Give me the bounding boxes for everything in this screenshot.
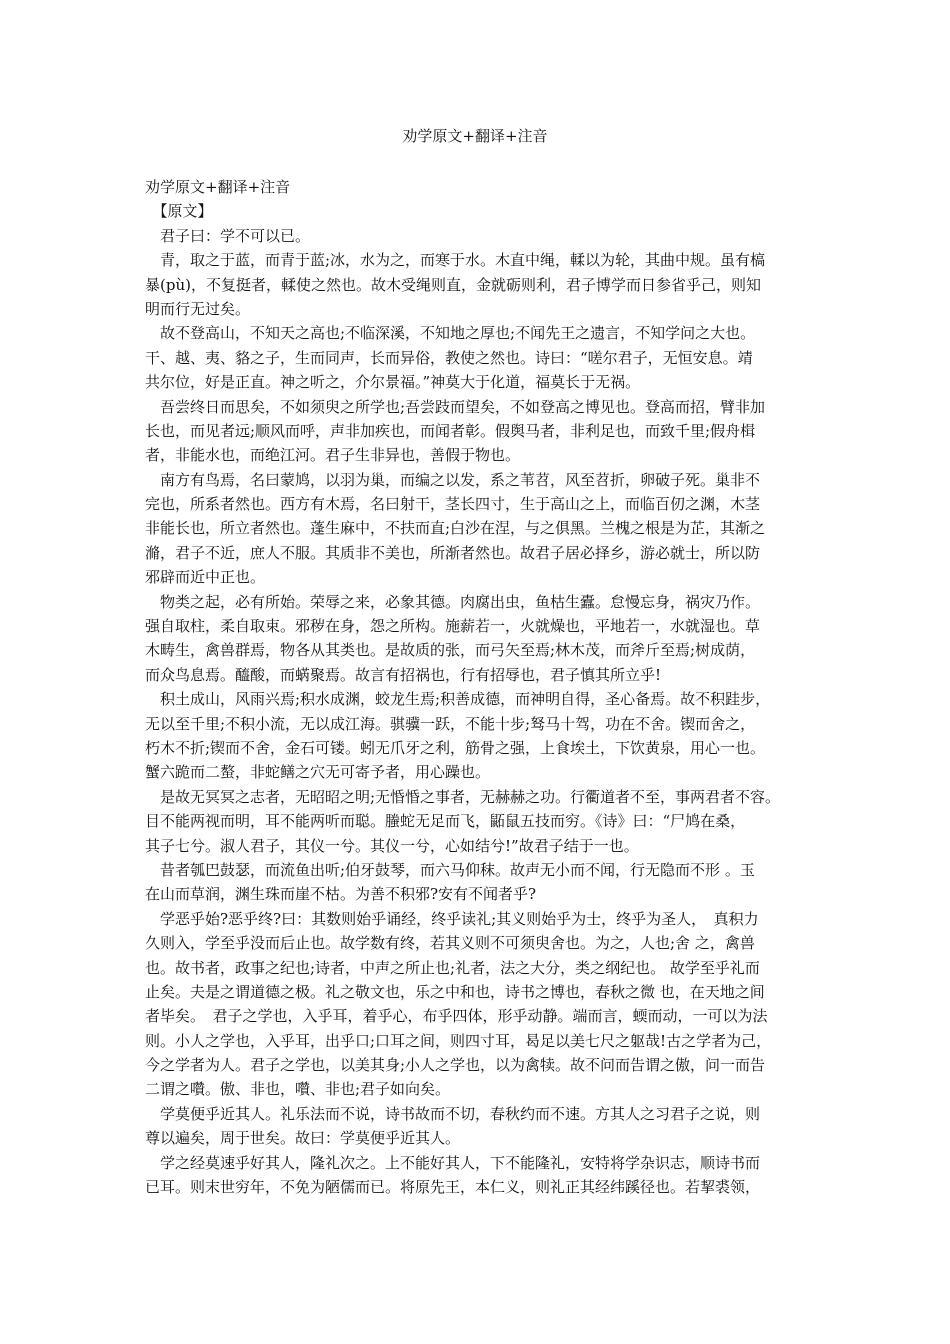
text-line: 者，非能水也，而绝江河。君子生非异也，善假于物也。 — [145, 446, 521, 465]
text-line: 非能长也，所立者然也。蓬生麻中，不扶而直;白沙在涅，与之俱黑。兰槐之根是为芷，其渐之 — [145, 519, 766, 538]
text-line: 完也，所系者然也。西方有木焉，名曰射干，茎长四寸，生于高山之上，而临百仞之渊，木茎 — [145, 495, 761, 514]
text-line: 强自取柱，柔自取束。邪秽在身，怨之所构。施薪若一，火就燥也，平地若一，水就湿也。草 — [145, 617, 761, 636]
text-line: 吾尝终日而思矣，不如须臾之所学也;吾尝跂而望矣，不如登高之博见也。登高而招，臂非加 — [145, 397, 766, 416]
text-line: 滫，君子不近，庶人不服。其质非不美也，所渐者然也。故君子居必择乡，游必就士，所以防 — [145, 543, 761, 562]
text-line: 青，取之于蓝，而青于蓝;冰，水为之，而寒于水。木直中绳，輮以为轮，其曲中规。虽有槁 — [145, 251, 766, 270]
text-line: 是故无冥冥之志者，无昭昭之明;无惛惛之事者，无赫赫之功。行衢道者不至，事两君者不容。 — [145, 787, 781, 806]
text-line: 木畴生，禽兽群焉，物各从其类也。是故质的张，而弓矢至焉;林木茂，而斧斤至焉;树成荫， — [145, 641, 756, 660]
text-line: 干、越、夷、貉之子，生而同声，长而异俗，教使之然也。诗曰：“嗟尔君子，无恒安息。靖 — [145, 348, 753, 367]
text-line: 也。故书者，政事之纪也;诗者，中声之所止也;礼者，法之大分，类之纲纪也。 故学至乎礼而 — [145, 958, 760, 977]
text-line: 明而行无过矣。 — [145, 299, 251, 318]
text-line: 学之经莫速乎好其人，隆礼次之。上不能好其人，下不能隆礼，安特将学杂识志，顺诗书而 — [145, 1153, 761, 1172]
text-line: 学莫便乎近其人。礼乐法而不说，诗书故而不切，春秋约而不速。方其人之习君子之说，则 — [145, 1104, 761, 1123]
text-line: 物类之起，必有所始。荣辱之来，必象其德。肉腐出虫，鱼枯生蠹。怠慢忘身，祸灾乃作。 — [145, 592, 761, 611]
text-line: 故不登高山，不知天之高也;不临深溪，不知地之厚也;不闻先王之遗言，不知学问之大也。 — [145, 324, 756, 343]
text-line: 二谓之囋。傲、非也，囋、非也;君子如向矣。 — [145, 1080, 451, 1099]
text-line: 南方有鸟焉，名曰蒙鸠，以羽为巢，而编之以发，系之苇苕，风至苕折，卵破子死。巢非不 — [145, 470, 761, 489]
text-line: 则。小人之学也，入乎耳，出乎口;口耳之间，则四寸耳，曷足以美七尺之躯哉!古之学者为己， — [145, 1031, 772, 1050]
text-line: 者毕矣。 君子之学也，入乎耳，着乎心，布乎四体，形乎动静。端而言，蝡而动，一可以为法 — [145, 1007, 768, 1026]
text-line: 在山而草润，渊生珠而崖不枯。为善不积邪?安有不闻者乎? — [145, 885, 537, 904]
text-line: 朽木不折;锲而不舍，金石可镂。蚓无爪牙之利，筋骨之强，上食埃土，下饮黄泉，用心一也。 — [145, 738, 766, 757]
text-line: 君子曰：学不可以已。 — [145, 226, 311, 245]
text-line: 长也，而见者远;顺风而呼，声非加疾也，而闻者彰。假舆马者，非利足也，而致千里;假舟楫 — [145, 421, 756, 440]
text-line: 其子七兮。淑人君子，其仪一兮。其仪一兮，心如结兮!”故君子结于一也。 — [145, 836, 639, 855]
text-line: 【原文】 — [145, 202, 213, 221]
text-line: 学恶乎始?恶乎终?曰：其数则始乎诵经，终乎读礼;其义则始乎为士，终乎为圣人， 真积力 — [145, 909, 759, 928]
document-body — [145, 175, 813, 1199]
text-line: 昔者瓠巴鼓瑟，而流鱼出听;伯牙鼓琴，而六马仰秣。故声无小而不闻，行无隐而不形 。玉 — [145, 860, 755, 879]
text-line: 积土成山，风雨兴焉;积水成渊，蛟龙生焉;积善成德，而神明自得，圣心备焉。故不积跬步， — [145, 690, 771, 709]
text-line: 止矣。夫是之谓道德之极。礼之敬文也，乐之中和也，诗书之博也，春秋之微 也，在天地之间 — [145, 982, 765, 1001]
text-line: 目不能两视而明，耳不能两听而聪。螣蛇无足而飞，鼫鼠五技而穷。《诗》曰：“尸鸠在桑， — [145, 812, 746, 831]
text-line: 尊以遍矣，周于世矣。故曰：学莫便乎近其人。 — [145, 1129, 461, 1148]
text-line: 邪辟而近中正也。 — [145, 568, 266, 587]
text-line: 而众鸟息焉。醯酸，而蜹聚焉。故言有招祸也，行有招辱也，君子慎其所立乎! — [145, 665, 662, 684]
text-line: 暴(pù)，不复挺者，輮使之然也。故木受绳则直，金就砺则利，君子博学而日参省乎己，则知 — [145, 275, 761, 294]
text-line: 久则入，学至乎没而后止也。故学数有终，若其义则不可须臾舍也。为之，人也;舍 之，禽兽 — [145, 934, 755, 953]
page-title: 劝学原文+翻译+注音 — [402, 127, 548, 145]
text-line: 今之学者为人。君子之学也，以美其身;小人之学也，以为禽犊。故不问而告谓之傲，问一而告 — [145, 1056, 766, 1075]
text-line: 已耳。则末世穷年，不免为陋儒而已。将原先王，本仁义，则礼正其经纬蹊径也。若挈裘领， — [145, 1178, 761, 1197]
text-line: 蟹六跪而二螯，非蛇鳝之穴无可寄予者，用心躁也。 — [145, 763, 491, 782]
document-heading-line: 劝学原文+翻译+注音 — [145, 178, 291, 196]
text-line: 共尔位，好是正直。神之听之，介尔景福。”神莫大于化道，福莫长于无祸。 — [145, 373, 641, 392]
text-line: 无以至千里;不积小流，无以成江海。骐骥一跃，不能十步;驽马十驾，功在不舍。锲而舍之， — [145, 714, 756, 733]
